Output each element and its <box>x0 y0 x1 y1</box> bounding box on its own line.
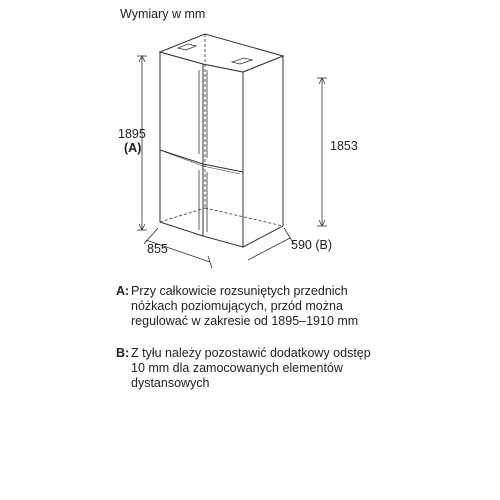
fridge-illustration <box>160 34 283 247</box>
note-a-text: Przy całkowicie rozsuniętych przednich nóżkach poziomujących, przód można regulować w zakresie od 1895–1910 mm <box>131 284 359 328</box>
note-a-key: A: <box>116 284 130 298</box>
drawing-title: Wymiary w mm <box>120 7 206 21</box>
note-a <box>116 284 386 329</box>
note-b-key: B: <box>116 346 130 360</box>
dimension-height-total-ref: (A) <box>124 141 142 155</box>
dimension-depth: 590 (B) <box>291 238 332 252</box>
fridge-front-right-face <box>203 64 243 247</box>
dimension-height-total: 1895 <box>118 127 146 141</box>
fridge-front-left-face <box>160 52 203 236</box>
notes-list <box>116 284 386 408</box>
dimension-height-body: 1853 <box>330 139 358 153</box>
dimension-width: 855 <box>147 242 168 256</box>
note-b <box>116 346 386 391</box>
note-b-text: Z tyłu należy pozostawić dodatkowy odstęp 10 mm dla zamocowanych elementów dystansowych <box>131 346 371 390</box>
